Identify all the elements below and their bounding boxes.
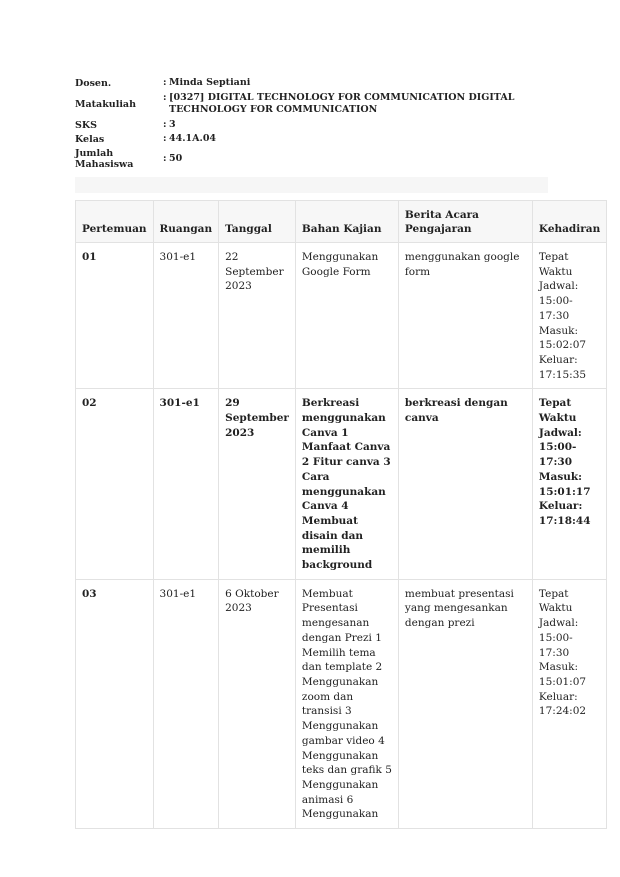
info-row-kelas bbox=[75, 132, 519, 146]
cell-tanggal: 29 September 2023 bbox=[219, 389, 296, 579]
kelas-label: Kelas bbox=[75, 133, 105, 145]
colon: : bbox=[163, 77, 167, 88]
cell-ruangan: 301-e1 bbox=[153, 243, 219, 389]
info-row-dosen bbox=[75, 76, 519, 90]
jumlah-label: Jumlah Mahasiswa bbox=[75, 148, 134, 170]
cell-ruangan: 301-e1 bbox=[153, 389, 219, 579]
dosen-value: Minda Septiani bbox=[169, 77, 251, 88]
dosen-label: Dosen. bbox=[75, 77, 112, 89]
cell-pertemuan: 01 bbox=[76, 243, 154, 389]
header-kehadiran: Kehadiran bbox=[532, 201, 606, 243]
header-berita-acara: Berita Acara Pengajaran bbox=[398, 201, 532, 243]
cell-kehadiran: Tepat Waktu Jadwal: 15:00-17:30 Masuk: 15:02:07 Keluar: 17:15:35 bbox=[532, 243, 606, 389]
cell-pertemuan: 03 bbox=[76, 579, 154, 828]
cell-tanggal: 22 September 2023 bbox=[219, 243, 296, 389]
sks-label: SKS bbox=[75, 119, 97, 131]
sks-value: 3 bbox=[169, 119, 176, 130]
cell-kehadiran: Tepat Waktu Jadwal: 15:00-17:30 Masuk: 15:01:17 Keluar: 17:18:44 bbox=[532, 389, 606, 579]
header-tanggal: Tanggal bbox=[219, 201, 296, 243]
colon: : bbox=[163, 92, 167, 103]
header-ruangan: Ruangan bbox=[153, 201, 219, 243]
table-header-row bbox=[76, 201, 607, 243]
cell-pertemuan: 02 bbox=[76, 389, 154, 579]
separator-band bbox=[75, 177, 548, 193]
course-info bbox=[75, 76, 519, 172]
cell-ruangan: 301-e1 bbox=[153, 579, 219, 828]
cell-bahan-kajian: Membuat Presentasi mengesanan dengan Prezi 1 Memilih tema dan template 2 Menggunakan zoom dan transisi 3 Menggunakan gambar video 4 Menggunakan teks dan grafik 5 Menggunakan animasi 6 Menggunakan bbox=[295, 579, 398, 828]
colon: : bbox=[163, 119, 167, 130]
cell-bahan-kajian: Menggunakan Google Form bbox=[295, 243, 398, 389]
table-row bbox=[76, 243, 607, 389]
jumlah-value: 50 bbox=[169, 153, 183, 164]
header-bahan-kajian: Bahan Kajian bbox=[295, 201, 398, 243]
cell-berita-acara: membuat presentasi yang mengesankan dengan prezi bbox=[398, 579, 532, 828]
cell-bahan-kajian: Berkreasi menggunakan Canva 1 Manfaat Canva 2 Fitur canva 3 Cara menggunakan Canva 4 Membuat disain dan memilih background bbox=[295, 389, 398, 579]
kelas-value: 44.1A.04 bbox=[169, 133, 217, 144]
table-row bbox=[76, 389, 607, 579]
cell-tanggal: 6 Oktober 2023 bbox=[219, 579, 296, 828]
header-pertemuan: Pertemuan bbox=[76, 201, 154, 243]
cell-berita-acara: berkreasi dengan canva bbox=[398, 389, 532, 579]
matakuliah-label: Matakuliah bbox=[75, 98, 136, 110]
cell-berita-acara: menggunakan google form bbox=[398, 243, 532, 389]
table-row bbox=[76, 579, 607, 828]
info-row-sks bbox=[75, 118, 519, 132]
cell-kehadiran: Tepat Waktu Jadwal: 15:00-17:30 Masuk: 15:01:07 Keluar: 17:24:02 bbox=[532, 579, 606, 828]
info-row-matakuliah bbox=[75, 90, 519, 118]
matakuliah-value: [0327] DIGITAL TECHNOLOGY FOR COMMUNICATION DIGITAL TECHNOLOGY FOR COMMUNICATION bbox=[169, 92, 515, 115]
attendance-table bbox=[75, 200, 607, 829]
colon: : bbox=[163, 153, 167, 164]
info-row-jumlah bbox=[75, 146, 519, 172]
colon: : bbox=[163, 133, 167, 144]
